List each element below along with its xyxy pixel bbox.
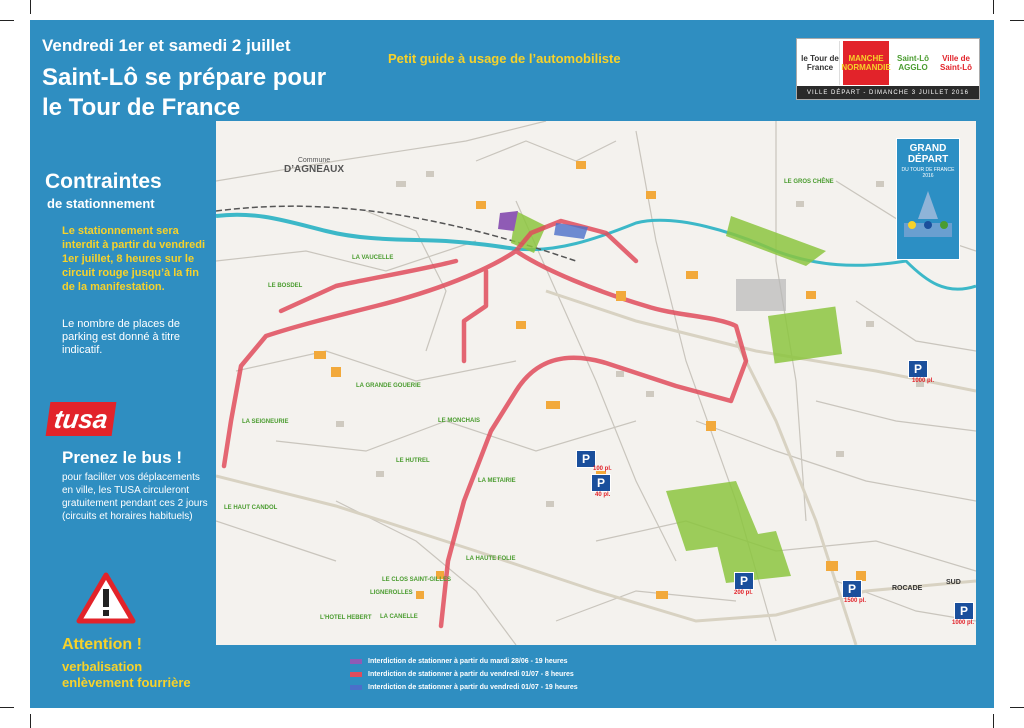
page-title-line1: Saint-Lô se prépare pour [42, 64, 327, 91]
city-map[interactable] [216, 121, 976, 645]
label-agneaux [284, 157, 344, 175]
label-la-haute-folie: LA HAUTE FOLIE [466, 556, 516, 562]
label-le-hutrel: LE HUTREL [396, 458, 430, 464]
manche-normandie-logo: MANCHE NORMANDIE [843, 41, 889, 85]
green-areas [511, 211, 842, 583]
legend-label: Interdiction de stationner à partir du vendredi 01/07 - 8 heures [368, 670, 574, 678]
page-title-line2: le Tour de France [42, 94, 241, 121]
cyclists-illustration [898, 179, 958, 241]
label-la-canelle: LA CANELLE [380, 614, 418, 620]
legend-item-red [350, 669, 574, 679]
label-le-clos-saint-gilles: LE CLOS SAINT-GILLES [382, 577, 452, 583]
stationnement-subheading: de stationnement [47, 196, 155, 211]
grand-depart-badge [896, 138, 960, 260]
crop-mark [1010, 20, 1024, 21]
crop-mark [0, 20, 14, 21]
warning-fine: verbalisation [62, 659, 143, 674]
legend-label: Interdiction de stationner à partir du vendredi 01/07 - 19 heures [368, 683, 578, 691]
label-la-grande-gouerie: LA GRANDE GOUERIE [356, 383, 421, 389]
label-le-gros-chene: LE GROS CHÊNE [784, 179, 834, 185]
legend-label: Interdiction de stationner à partir du mardi 28/06 - 19 heures [368, 657, 568, 665]
parking-icon[interactable]: P [842, 580, 862, 598]
legend-swatch [350, 659, 362, 664]
parking-capacity-note: Le nombre de places de parking est donné à titre indicatif. [62, 318, 181, 356]
page-title [42, 63, 342, 123]
tusa-logo: tusa [46, 402, 117, 436]
parking-icon[interactable]: P [734, 572, 754, 590]
parking-icon[interactable]: P [908, 360, 928, 378]
street-network [216, 121, 976, 645]
parking-icon[interactable]: P [576, 450, 596, 468]
crop-mark [30, 714, 31, 728]
legend-item-purple [350, 656, 568, 666]
parking-capacity: 1000 pl. [952, 620, 975, 626]
cemetery [736, 279, 786, 311]
legend-swatch [350, 685, 362, 690]
guide-subtitle: Petit guide à usage de l’automobiliste [388, 51, 621, 66]
grand-depart-subtitle: DU TOUR DE FRANCE 2016 [901, 167, 955, 179]
partner-logos [796, 38, 980, 100]
parking-icon[interactable]: P [591, 474, 611, 492]
label-la-vaucelle: LA VAUCELLE [352, 255, 394, 261]
label-hotel-hebert: L’HOTEL HEBERT [320, 615, 372, 621]
crop-mark [0, 707, 14, 708]
parking-icon[interactable]: P [954, 602, 974, 620]
grand-depart-title: GRAND DÉPART [907, 143, 949, 165]
legend-item-blue [350, 682, 578, 692]
saint-lo-agglo-logo: Saint-Lô AGGLO [897, 54, 929, 72]
parking-capacity: 1000 pl. [912, 378, 935, 384]
parking-capacity: 100 pl. [593, 466, 612, 472]
bus-heading: Prenez le bus ! [62, 448, 182, 467]
parking-ban-notice: Le stationnement sera interdit à partir du vendredi 1er juillet, 8 heures sur le circuit rouge jusqu’à la fin de la manifestation. [62, 225, 206, 293]
date-heading: Vendredi 1er et samedi 2 juillet [42, 36, 291, 55]
ville-depart-strip: VILLE DÉPART - DIMANCHE 3 JUILLET 2016 [797, 86, 979, 99]
bus-info-text: pour faciliter vos déplacements en ville, les TUSA circuleront gratuitement pendant ces 2 jours (circuits et horaires habituels) [62, 472, 208, 522]
warning-text [62, 659, 191, 691]
label-le-haut-candol: LE HAUT CANDOL [224, 505, 278, 511]
label-agneaux-name: D’AGNEAUX [284, 164, 345, 175]
crop-mark [993, 0, 994, 14]
tour-de-france-logo: le Tour de France [801, 41, 840, 85]
label-le-monchais: LE MONCHAIS [438, 418, 480, 424]
label-le-bosdel: LE BOSDEL [268, 283, 303, 289]
label-commune: Commune [297, 157, 331, 164]
crop-mark [993, 714, 994, 728]
parking-capacity: 200 pl. [734, 590, 753, 596]
label-la-metairie: LA METAIRIE [478, 478, 516, 484]
river [216, 215, 516, 249]
legend-swatch [350, 672, 362, 677]
label-la-seigneurie: LA SEIGNEURIE [242, 419, 289, 425]
label-rocade: ROCADE [892, 585, 923, 592]
contraintes-heading: Contraintes [45, 170, 162, 193]
label-sud: SUD [946, 579, 961, 586]
parking-capacity: 40 pl. [595, 492, 611, 498]
label-lignerolles: LIGNEROLLES [370, 590, 413, 596]
parking-capacity: 1500 pl. [844, 598, 867, 604]
map-drawing [216, 121, 976, 645]
crop-mark [30, 0, 31, 14]
attention-heading: Attention ! [62, 636, 142, 653]
warning-triangle-icon [76, 572, 136, 624]
warning-towing: enlèvement fourrière [62, 675, 191, 690]
crop-mark [1010, 707, 1024, 708]
red-circuit [224, 221, 746, 626]
ville-saint-lo-logo: Ville de Saint-Lô [940, 54, 972, 72]
